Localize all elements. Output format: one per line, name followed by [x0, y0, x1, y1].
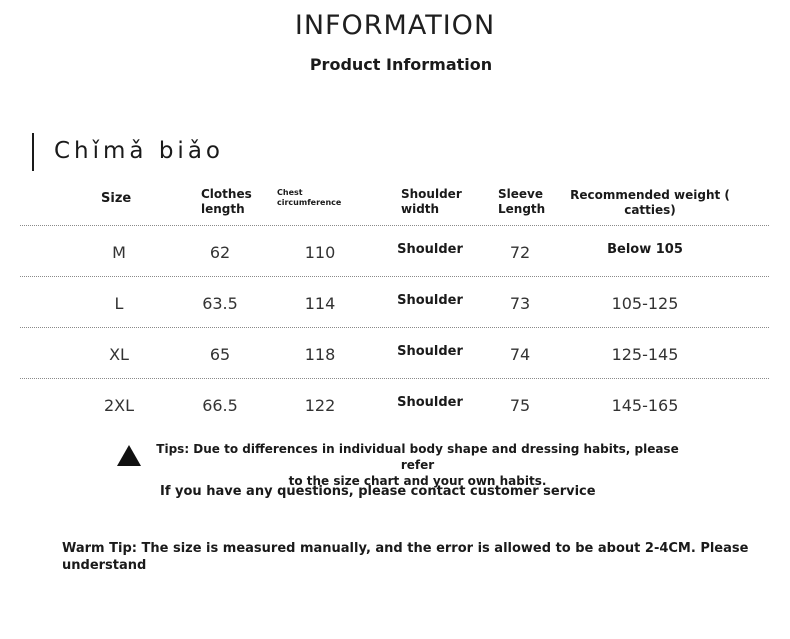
warm-tip-line1: Warm Tip: The size is measured manually, and the error is allowed to be about 2-4CM. Please	[62, 541, 749, 556]
warning-triangle-icon	[117, 445, 141, 466]
header-sleeve-length	[498, 187, 545, 217]
header-recommended-weight	[565, 188, 735, 218]
cell-shoulder: Shoulder	[397, 293, 463, 308]
table-divider	[20, 327, 769, 328]
cell-size: M	[112, 243, 126, 262]
header-size: Size	[101, 191, 132, 206]
cell-shoulder: Shoulder	[397, 242, 463, 257]
section-accent-bar	[32, 133, 34, 171]
cell-shoulder: Shoulder	[397, 344, 463, 359]
header-sleeve-length-line1: Sleeve	[498, 187, 543, 201]
cell-clothes-length: 63.5	[202, 294, 238, 313]
warm-tip	[62, 540, 762, 574]
cell-weight: 105-125	[611, 294, 679, 313]
header-clothes-length-line1: Clothes	[201, 187, 252, 201]
cell-clothes-length: 62	[209, 243, 231, 262]
header-chest-line2: circumference	[277, 198, 342, 207]
cell-sleeve: 75	[509, 396, 531, 415]
header-chest-line1: Chest	[277, 188, 303, 197]
cell-sleeve: 74	[509, 345, 531, 364]
header-shoulder-width-line1: Shoulder	[401, 187, 462, 201]
page-subtitle: Product Information	[309, 55, 493, 74]
cell-chest: 118	[304, 345, 336, 364]
section-title: Chǐmǎ biǎo	[54, 138, 224, 164]
cell-chest: 122	[304, 396, 336, 415]
cell-chest: 110	[304, 243, 336, 262]
warm-tip-line2: understand	[62, 558, 147, 573]
cell-size: 2XL	[103, 396, 135, 415]
size-tips-line1: Tips: Due to differences in individual body shape and dressing habits, please refer	[156, 442, 679, 472]
header-clothes-length	[201, 187, 252, 217]
size-tips-line2: to the size chart and your own habits.	[288, 474, 547, 488]
header-weight-line1: Recommended weight (	[570, 188, 730, 202]
cell-clothes-length: 65	[209, 345, 231, 364]
cell-weight: 145-165	[611, 396, 679, 415]
cell-sleeve: 72	[509, 243, 531, 262]
cell-clothes-length: 66.5	[202, 396, 238, 415]
header-shoulder-width	[401, 187, 462, 217]
table-divider	[20, 276, 769, 277]
table-divider	[20, 378, 769, 379]
cell-weight: 125-145	[611, 345, 679, 364]
header-weight-line2: catties)	[624, 203, 676, 217]
cell-shoulder: Shoulder	[397, 395, 463, 410]
header-chest	[277, 188, 341, 208]
cell-sleeve: 73	[509, 294, 531, 313]
header-clothes-length-line2: length	[201, 202, 245, 216]
page-title: INFORMATION	[294, 10, 496, 41]
contact-note: If you have any questions, please contact customer service	[160, 484, 596, 499]
cell-weight: Below 105	[607, 242, 683, 257]
cell-size: XL	[109, 345, 129, 364]
cell-size: L	[114, 294, 124, 313]
header-sleeve-length-line2: Length	[498, 202, 546, 216]
size-tips	[140, 441, 695, 489]
cell-chest: 114	[304, 294, 336, 313]
table-divider	[20, 225, 769, 226]
header-shoulder-width-line2: width	[401, 202, 440, 216]
